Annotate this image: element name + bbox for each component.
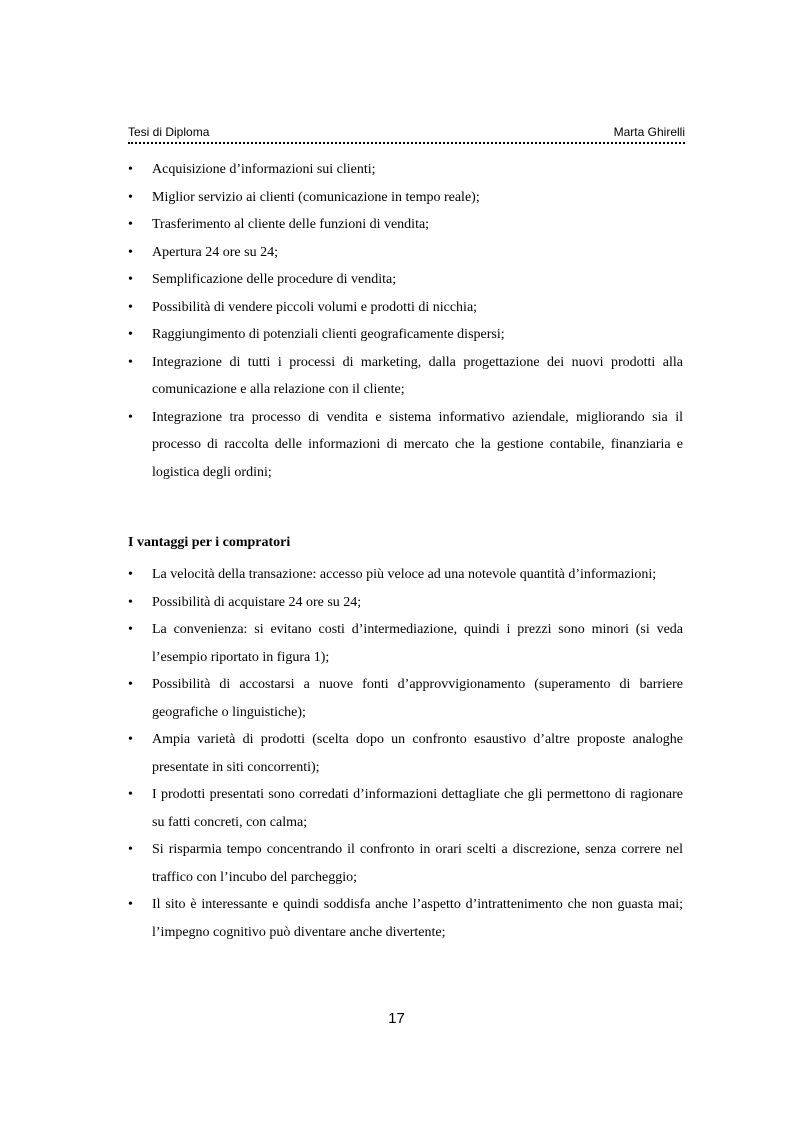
bullet-icon: •	[128, 189, 133, 205]
bullet-icon: •	[128, 842, 133, 857]
list-item	[128, 404, 683, 487]
bullet-icon: •	[128, 732, 133, 747]
header-author: Marta Ghirelli	[613, 125, 685, 139]
bullet-icon: •	[128, 162, 133, 177]
list-item-text: Possibilità di acquistare 24 ore su 24;	[152, 594, 362, 610]
list-item	[128, 589, 683, 617]
list-item-text: Trasferimento al cliente delle funzioni di vendita;	[152, 217, 430, 232]
bullet-icon: •	[128, 217, 133, 232]
bullet-icon: •	[128, 787, 133, 802]
list-item-text: Ampia varietà di prodotti (scelta dopo un confronto esaustivo d’altre proposte analoghe presentate in siti concorrenti);	[152, 732, 683, 775]
bullet-icon: •	[128, 897, 133, 912]
page-header	[128, 124, 685, 144]
list-item-text: Il sito è interessante e quindi soddisfa anche l’aspetto d’intrattenimento che non guasta mai; l’impegno cognitivo può diventare anche divertente;	[152, 897, 683, 940]
list-item-text: Apertura 24 ore su 24;	[152, 244, 278, 260]
list-item	[128, 266, 683, 294]
list-item	[128, 616, 683, 671]
list-item	[128, 211, 683, 239]
list-item-text: Acquisizione d’informazioni sui clienti;	[152, 162, 376, 177]
list-item	[128, 184, 683, 212]
list-item-text: Possibilità di accostarsi a nuove fonti d’approvvigionamento (superamento di barriere geografiche o linguistiche);	[152, 677, 683, 720]
list-item-text: Si risparmia tempo concentrando il confronto in orari scelti a discrezione, senza correre nel traffico con l’incubo del parcheggio;	[152, 842, 683, 885]
list-item-text: Possibilità di vendere piccoli volumi e prodotti di nicchia;	[152, 299, 478, 315]
list-item	[128, 349, 683, 404]
seller-advantages-list	[128, 156, 683, 486]
list-item	[128, 671, 683, 726]
header-thesis-title: Tesi di Diploma	[128, 125, 210, 139]
list-item	[128, 321, 683, 349]
list-item-text: Raggiungimento di potenziali clienti geograficamente dispersi;	[152, 327, 505, 342]
list-item	[128, 294, 683, 322]
list-item-text: Integrazione di tutti i processi di marketing, dalla progettazione dei nuovi prodotti alla comunicazione e alla relazione con il cliente;	[152, 354, 683, 397]
list-item	[128, 781, 683, 836]
list-item-text: Miglior servizio ai clienti (comunicazione in tempo reale);	[152, 189, 480, 205]
buyer-advantages-list	[128, 561, 683, 946]
bullet-icon: •	[128, 272, 133, 287]
list-item	[128, 836, 683, 891]
bullet-icon: •	[128, 594, 133, 610]
bullet-icon: •	[128, 354, 133, 370]
bullet-icon: •	[128, 299, 133, 315]
bullet-icon: •	[128, 677, 133, 692]
list-item-text: La velocità della transazione: accesso più veloce ad una notevole quantità d’informazioni;	[152, 567, 657, 582]
list-item	[128, 891, 683, 946]
list-item	[128, 561, 683, 589]
page-number: 17	[388, 1010, 405, 1027]
list-item	[128, 726, 683, 781]
list-item-text: Integrazione tra processo di vendita e sistema informativo aziendale, migliorando sia il processo di raccolta delle informazioni di mercato che la gestione contabile, finanziaria e logistica degli ordini;	[152, 409, 683, 480]
section-heading: I vantaggi per i compratori	[128, 535, 291, 550]
bullet-icon: •	[128, 567, 133, 582]
bullet-icon: •	[128, 327, 133, 342]
list-item-text: Semplificazione delle procedure di vendita;	[152, 272, 397, 287]
list-item-text: I prodotti presentati sono corredati d’informazioni dettagliate che gli permettono di ragionare su fatti concreti, con calma;	[152, 787, 683, 830]
list-item-text: La convenienza: si evitano costi d’intermediazione, quindi i prezzi sono minori (si veda l’esempio riportato in figura 1);	[152, 622, 683, 665]
bullet-icon: •	[128, 244, 133, 260]
list-item	[128, 156, 683, 184]
bullet-icon: •	[128, 622, 133, 637]
list-item	[128, 239, 683, 267]
bullet-icon: •	[128, 409, 133, 425]
